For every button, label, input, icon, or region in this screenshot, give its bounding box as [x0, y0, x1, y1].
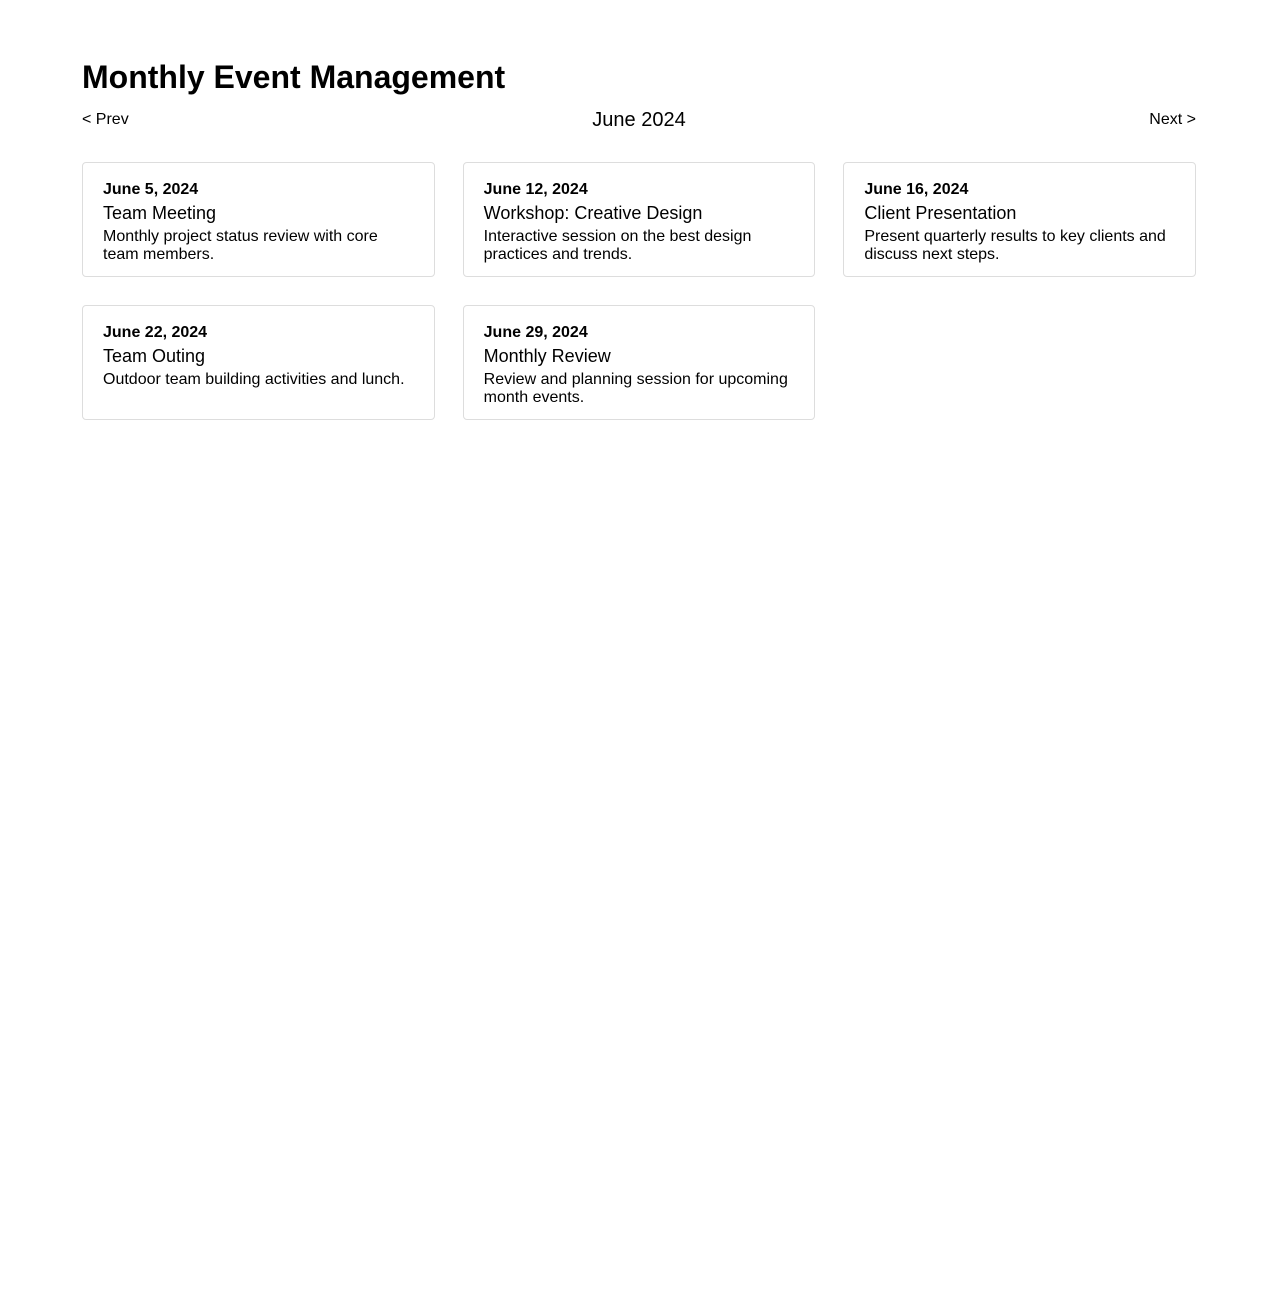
event-date: June 22, 2024 [103, 324, 208, 341]
page-container [82, 56, 1196, 420]
event-card [82, 305, 435, 420]
event-date: June 12, 2024 [483, 181, 588, 198]
event-description: Review and planning session for upcoming month events. [483, 371, 788, 406]
event-title: Workshop: Creative Design [483, 203, 703, 223]
next-month-button[interactable]: Next > [1149, 111, 1196, 128]
event-card [463, 305, 816, 420]
event-description: Interactive session on the best design practices and trends. [483, 228, 752, 263]
event-date: June 16, 2024 [864, 181, 969, 198]
event-description: Outdoor team building activities and lunch. [103, 371, 405, 388]
month-navigation [82, 108, 1196, 132]
current-month-label: June 2024 [592, 108, 686, 131]
event-date: June 29, 2024 [483, 324, 588, 341]
event-card [82, 162, 435, 277]
events-grid [82, 162, 1196, 420]
event-title: Team Meeting [103, 203, 217, 223]
event-title: Team Outing [103, 346, 206, 366]
event-description: Present quarterly results to key clients and discuss next steps. [864, 228, 1166, 263]
event-description: Monthly project status review with core team members. [103, 228, 378, 263]
event-title: Client Presentation [864, 203, 1017, 223]
event-card [463, 162, 816, 277]
event-card [843, 162, 1196, 277]
page-title: Monthly Event Management [82, 59, 506, 95]
event-date: June 5, 2024 [103, 181, 199, 198]
prev-month-button[interactable]: < Prev [82, 111, 129, 128]
event-title: Monthly Review [483, 346, 611, 366]
